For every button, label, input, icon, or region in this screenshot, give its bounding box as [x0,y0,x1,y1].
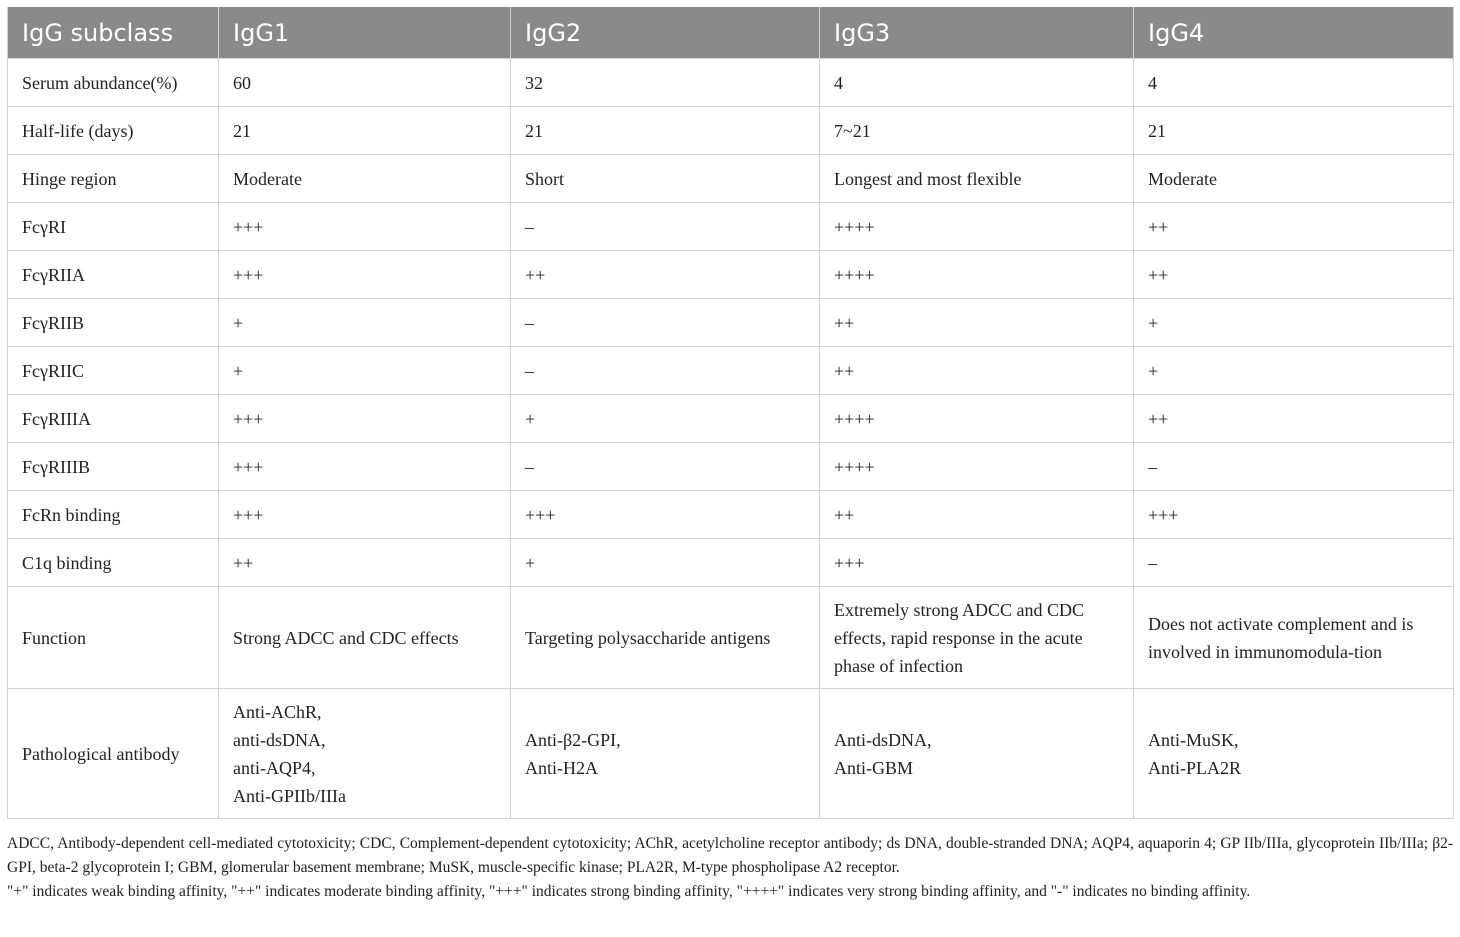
table-cell: – [1134,443,1454,491]
row-label: Function [8,587,219,689]
table-cell [511,689,820,819]
row-label: FcγRIIC [8,347,219,395]
row-label: FcRn binding [8,491,219,539]
table-cell: + [219,347,511,395]
row-label: Serum abundance(%) [8,59,219,107]
table-cell: + [1134,347,1454,395]
table-cell: + [1134,299,1454,347]
row-label: Pathological antibody [8,689,219,819]
header-igg1: IgG1 [219,7,511,59]
header-igg4: IgG4 [1134,7,1454,59]
table-cell: + [219,299,511,347]
antibody-line: Anti-MuSK, [1148,729,1239,750]
table-row-fcgriia [8,251,1454,299]
table-cell [820,689,1134,819]
antibody-line: Anti-GBM [834,757,914,778]
antibody-line: Anti-GPIIb/IIIa [233,785,346,806]
row-label: FcγRIIA [8,251,219,299]
table-cell: Extremely strong ADCC and CDC effects, rapid response in the acute phase of infection [820,587,1134,689]
table-cell: +++ [511,491,820,539]
table-cell: +++ [1134,491,1454,539]
table-cell [1134,689,1454,819]
antibody-line: Anti-dsDNA, [834,729,932,750]
table-cell: +++ [219,395,511,443]
table-cell: Targeting polysaccharide antigens [511,587,820,689]
table-cell: Moderate [219,155,511,203]
table-cell: ++ [511,251,820,299]
table-cell: 21 [219,107,511,155]
table-cell: ++ [820,299,1134,347]
header-igg2: IgG2 [511,7,820,59]
table-cell: 4 [1134,59,1454,107]
table-cell: 4 [820,59,1134,107]
table-cell: ++ [820,491,1134,539]
table-row-serum-abundance [8,59,1454,107]
header-igg3: IgG3 [820,7,1134,59]
row-label: FcγRI [8,203,219,251]
antibody-line: anti-AQP4, [233,757,316,778]
table-row-fcgriic [8,347,1454,395]
table-cell: Longest and most flexible [820,155,1134,203]
row-label: FcγRIIB [8,299,219,347]
table-cell: – [511,203,820,251]
table-row-fcrn-binding [8,491,1454,539]
igg-subclass-table-container [7,7,1453,819]
table-cell: ++++ [820,251,1134,299]
table-header-row [8,7,1454,59]
footnote-abbreviations: ADCC, Antibody-dependent cell-mediated cytotoxicity; CDC, Complement-dependent cytotoxicity; AChR, acetylcholine receptor antibody; ds DNA, double-stranded DNA; AQP4, aquaporin 4; GP IIb/IIIa, glycoprotein IIb/IIIa; β2-GPI, beta-2 glycoprotein I; GBM, glomerular basement membrane; MuSK, muscle-specific kinase; PLA2R, M-type phospholipase A2 receptor. [7,835,1453,876]
table-cell: – [511,443,820,491]
table-row-function [8,587,1454,689]
antibody-line: anti-dsDNA, [233,729,326,750]
table-cell: ++++ [820,395,1134,443]
table-row-fcgriib [8,299,1454,347]
table-cell: ++ [1134,395,1454,443]
table-cell: Moderate [1134,155,1454,203]
table-cell: ++++ [820,203,1134,251]
table-row-half-life [8,107,1454,155]
table-row-fcgriiib [8,443,1454,491]
table-cell: ++ [1134,251,1454,299]
header-igg-subclass: IgG subclass [8,7,219,59]
row-label: C1q binding [8,539,219,587]
row-label: Hinge region [8,155,219,203]
table-cell: + [511,395,820,443]
table-row-pathological-antibody [8,689,1454,819]
table-cell: ++ [1134,203,1454,251]
table-cell: + [511,539,820,587]
table-cell: ++++ [820,443,1134,491]
footnote-legend: "+" indicates weak binding affinity, "++" indicates moderate binding affinity, "+++" indicates strong binding affinity, "++++" indicates very strong binding affinity, and "-" indicates no binding affinity. [7,883,1251,900]
table-cell: 21 [1134,107,1454,155]
row-label: FcγRIIIA [8,395,219,443]
table-cell: +++ [820,539,1134,587]
table-cell: 32 [511,59,820,107]
row-label: FcγRIIIB [8,443,219,491]
antibody-line: Anti-AChR, [233,701,322,722]
table-footnote [7,832,1453,904]
antibody-line: Anti-PLA2R [1148,757,1242,778]
table-cell: Short [511,155,820,203]
table-row-fcgri [8,203,1454,251]
table-cell: ++ [820,347,1134,395]
table-cell [219,689,511,819]
table-cell: +++ [219,491,511,539]
table-row-c1q-binding [8,539,1454,587]
table-cell: – [511,299,820,347]
table-cell: – [1134,539,1454,587]
table-row-fcgriiia [8,395,1454,443]
table-cell: – [511,347,820,395]
table-row-hinge-region [8,155,1454,203]
table-cell: 60 [219,59,511,107]
table-cell: +++ [219,443,511,491]
table-cell: Strong ADCC and CDC effects [219,587,511,689]
table-cell: 7~21 [820,107,1134,155]
table-cell: 21 [511,107,820,155]
table-cell: ++ [219,539,511,587]
table-cell: Does not activate complement and is involved in immunomodula-tion [1134,587,1454,689]
table-cell: +++ [219,251,511,299]
row-label: Half-life (days) [8,107,219,155]
antibody-line: Anti-H2A [525,757,598,778]
antibody-line: Anti-β2-GPI, [525,729,621,750]
table-cell: +++ [219,203,511,251]
igg-subclass-table [7,7,1454,819]
